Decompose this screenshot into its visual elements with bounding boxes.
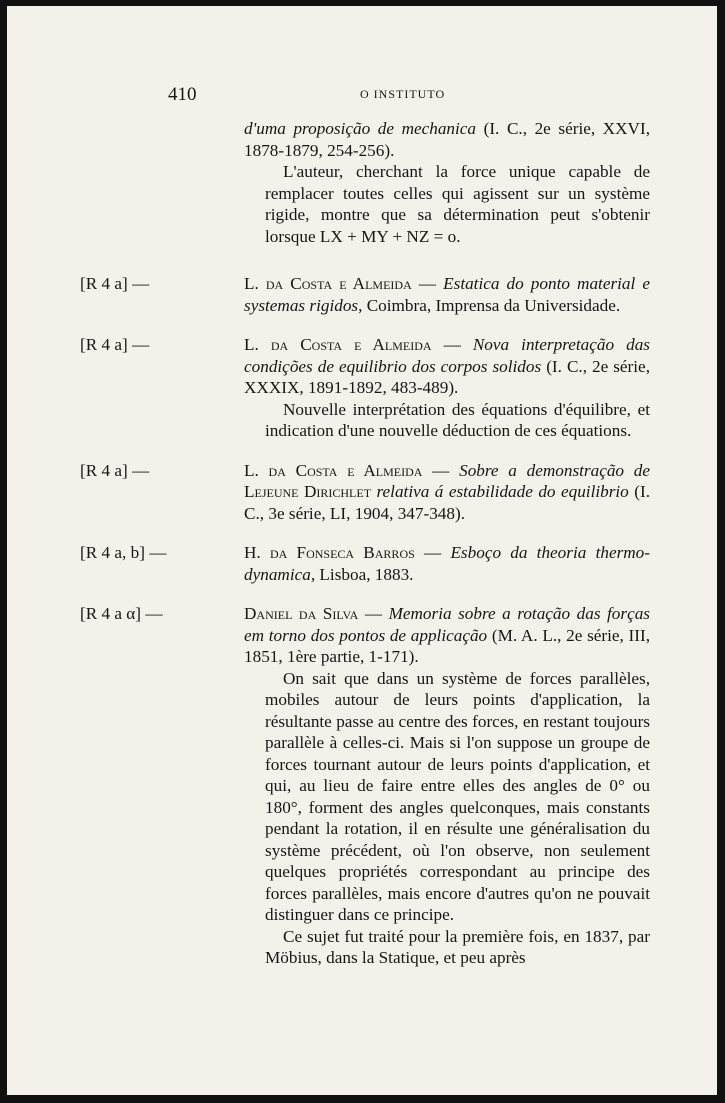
entry-citation: Lisboa, 1883. (319, 564, 414, 584)
entry-title: Esboço da theoria thermo-dynamica, (244, 543, 650, 584)
classification-code: [R 4 a] — (80, 460, 150, 480)
entry-head: [R 4 a] — L. da Costa e Almeida — Nova interpretação das condições de equilibrio dos corpos solidos (I. C., 2e série, XXXIX, 1891-1892, 483-489). (80, 335, 650, 397)
entry-citation: (I. C., 3e série, LI, 1904, 347-348). (244, 482, 650, 523)
bibliography-entry (80, 460, 650, 525)
bibliography-entry (80, 542, 650, 585)
abstract-paragraph: L'auteur, cherchant la force unique capable de remplacer toutes celles qui agissent sur un système rigide, montre que sa détermination peut s'obtenir lorsque LX + MY + NZ = o. (265, 162, 650, 246)
entry-title-author: Lejeune Dirichlet (244, 482, 372, 501)
entry-abstract (162, 668, 650, 969)
entry-citation: (I. C., 2e série, XXVI, 1878-1879, 254-256). (244, 119, 650, 160)
entry-title: Sobre a demonstração de (459, 460, 650, 480)
entry-abstract (162, 161, 650, 247)
entry-head: [R 4 a] — L. da Costa e Almeida — Estatica do ponto material e systemas rigidos, Coimbra, Imprensa da Universidade. (80, 274, 651, 315)
bibliography-entry (80, 334, 650, 442)
entry-citation: Coimbra, Imprensa da Universidade. (366, 295, 621, 315)
bibliography-entry (80, 273, 651, 316)
abstract-paragraph: Nouvelle interprétation des équations d'équilibre, et indication d'une nouvelle déduction de ces équations. (265, 399, 650, 440)
classification-code: [R 4 a α] — (80, 604, 163, 623)
page-number: 410 (168, 84, 197, 105)
entry-head: [R 4 a, b] — H. da Fonseca Barros — Esboço da theoria thermo-dynamica, Lisboa, 1883. (80, 543, 650, 584)
entry-author: L. da Costa e Almeida (244, 460, 423, 480)
classification-code: [R 4 a] — (80, 335, 150, 354)
entry-head: [R 4 a] — L. da Costa e Almeida — Sobre a demonstração de Lejeune Dirichlet relativa á estabilidade do equilibrio (I. C., 3e série, LI, 1904, 347-348). (80, 460, 650, 523)
bibliography-entry (80, 603, 650, 969)
entry-head: [R 4 a α] — Daniel da Silva — Memoria sobre a rotação das forças em torno dos pontos de applicação (M. A. L., 2e série, III, 1851, 1ère partie, 1-171). (80, 604, 650, 666)
page-header (168, 84, 648, 108)
abstract-paragraph: On sait que dans un système de forces parallèles, mobiles autour de leurs points d'application, la résultante passe au centre des forces, en restant toujours parallèle à celles-ci. Mais si l'on suppose un groupe de forces tournant autour de leurs points d'application, et qui, au lieu de faire entre elles des angles de 0° ou 180°, forment des angles quelconques, mais constants pendant la rotation, il en résulte une généralisation du système précédent, où l'on observe, non seulement quelques propriétés correspondant au principe des forces parallèles, mais encore d'autres qu'on ne pouvait distinguer dans ce principe. (265, 668, 650, 924)
running-title: O INSTITUTO (360, 87, 446, 101)
classification-code: [R 4 a] — (80, 274, 150, 293)
entry-title: Estatica do ponto material e systemas rigidos, (244, 274, 651, 315)
entry-citation: (M. A. L., 2e série, III, 1851, 1ère partie, 1-171). (244, 625, 650, 666)
entry-title: relativa á estabilidade do equilibrio (376, 482, 629, 501)
classification-code: [R 4 a, b] — (80, 543, 167, 562)
page-body (80, 118, 651, 969)
entry-author: Daniel da Silva (244, 604, 359, 623)
entry-citation: (I. C., 2e série, XXXIX, 1891-1892, 483-489). (244, 356, 650, 397)
entry-title: Nova interpretação das condições de equilibrio dos corpos solidos (244, 335, 650, 376)
entry-author: L. da Costa e Almeida (244, 335, 432, 354)
abstract-paragraph: Ce sujet fut traité pour la première fois, en 1837, par Möbius, dans la Statique, et peu après (265, 926, 650, 967)
entry-head (162, 118, 650, 161)
page (7, 6, 717, 1095)
entry-title: Memoria sobre a rotação das forças em torno dos pontos de applicação (244, 604, 650, 645)
entry-author: L. da Costa e Almeida (244, 274, 412, 293)
entry-continuation (162, 118, 650, 247)
entry-abstract (162, 399, 650, 442)
entry-author: H. da Fonseca Barros (244, 543, 415, 562)
entry-title: d'uma proposição de mechanica (244, 119, 477, 138)
